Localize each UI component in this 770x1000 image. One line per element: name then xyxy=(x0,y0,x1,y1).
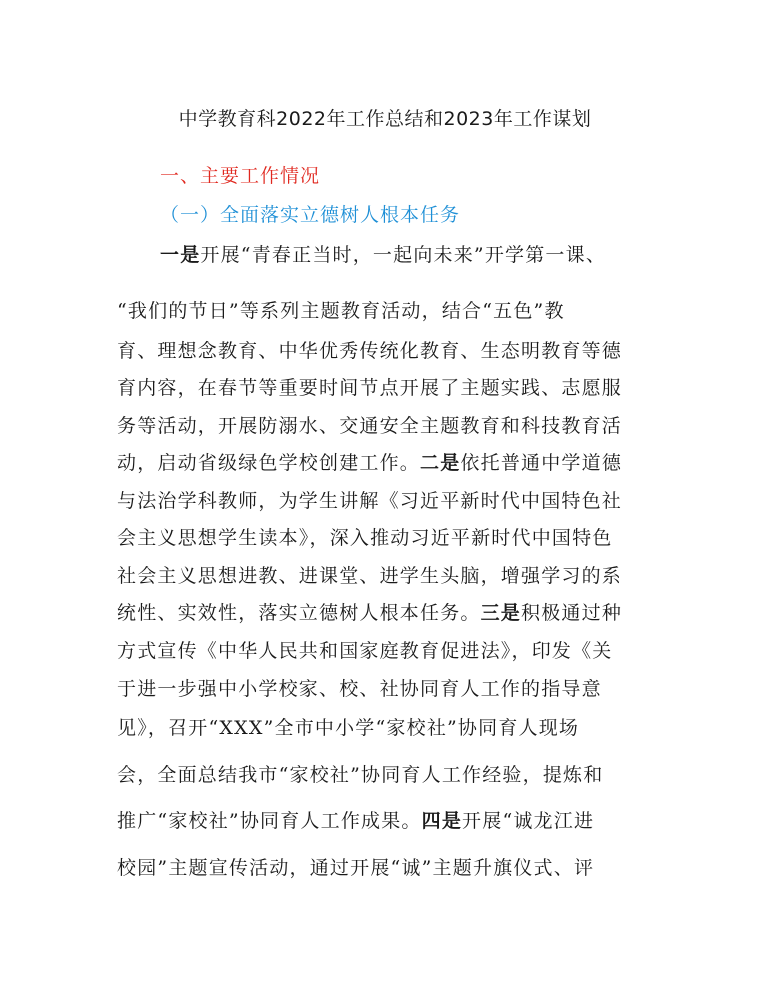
paragraph-line xyxy=(117,523,613,550)
bold-marker: 二是 xyxy=(420,452,461,474)
line-text: 见》，召开“XXX”全市中小学“家校社”协同育人现场 xyxy=(117,717,580,739)
line-text: 育内容，在春节等重要时间节点开展了主题实践、志愿服 xyxy=(117,377,623,399)
paragraph-line xyxy=(117,713,579,740)
line-text: 推广“家校社”协同育人工作成果。 xyxy=(117,810,422,832)
line-text: 校园”主题宣传活动，通过开展“诚”主题升旗仪式、评 xyxy=(117,857,595,879)
line-text: 会主义思想学生读本》，深入推动习近平新时代中国特色 xyxy=(117,527,613,549)
line-text: 会，全面总结我市“家校社”协同育人工作经验，提炼和 xyxy=(117,764,604,786)
paragraph-line xyxy=(117,448,622,475)
paragraph-line xyxy=(117,486,622,513)
section-heading: 一、主要工作情况 xyxy=(160,165,321,187)
line-text: 统性、实效性，落实立德树人根本任务。 xyxy=(117,602,481,624)
line-text: 开展“青春正当时，一起向未来”开学第一课、 xyxy=(200,244,607,266)
line-text: 育、理想念教育、中华优秀传统化教育、生态明教育等德 xyxy=(117,340,623,362)
line-text: “我们的节日”等系列主题教育活动，结合“五色”教 xyxy=(117,300,565,322)
document-title: 中学教育科2022年工作总结和2023年工作谋划 xyxy=(178,108,592,130)
line-text: 积极通过种 xyxy=(521,602,623,624)
paragraph-line xyxy=(117,674,602,701)
paragraph-line xyxy=(117,296,565,323)
paragraph-line xyxy=(117,806,594,833)
paragraph-line xyxy=(160,240,606,267)
line-text: 与法治学科教师，为学生讲解《习近平新时代中国特色社 xyxy=(117,490,623,512)
paragraph-line xyxy=(117,760,603,787)
subsection-heading: （一）全面落实立德树人根本任务 xyxy=(160,204,461,226)
paragraph-line xyxy=(117,373,622,400)
bold-marker: 一是 xyxy=(160,244,201,266)
line-text: 动，启动省级绿色学校创建工作。 xyxy=(117,452,421,474)
paragraph-line xyxy=(117,561,622,588)
line-text: 社会主义思想进教、进课堂、进学生头脑，增强学习的系 xyxy=(117,565,623,587)
line-text: 方式宣传《中华人民共和国家庭教育促进法》，印发《关 xyxy=(117,640,613,662)
line-text: 依托普通中学道德 xyxy=(460,452,623,474)
bold-marker: 三是 xyxy=(480,602,522,624)
bold-marker: 四是 xyxy=(421,810,463,832)
line-text: 于进一步强中小学校家、校、社协同育人工作的指导意 xyxy=(117,678,602,700)
paragraph-line xyxy=(117,336,622,363)
line-text: 务等活动，开展防溺水、交通安全主题教育和科技教育活 xyxy=(117,415,623,437)
paragraph-line xyxy=(117,411,622,438)
paragraph-line xyxy=(117,598,622,625)
line-text: 开展“诚龙江进 xyxy=(462,810,595,832)
paragraph-line xyxy=(117,853,594,880)
paragraph-line xyxy=(117,636,613,663)
